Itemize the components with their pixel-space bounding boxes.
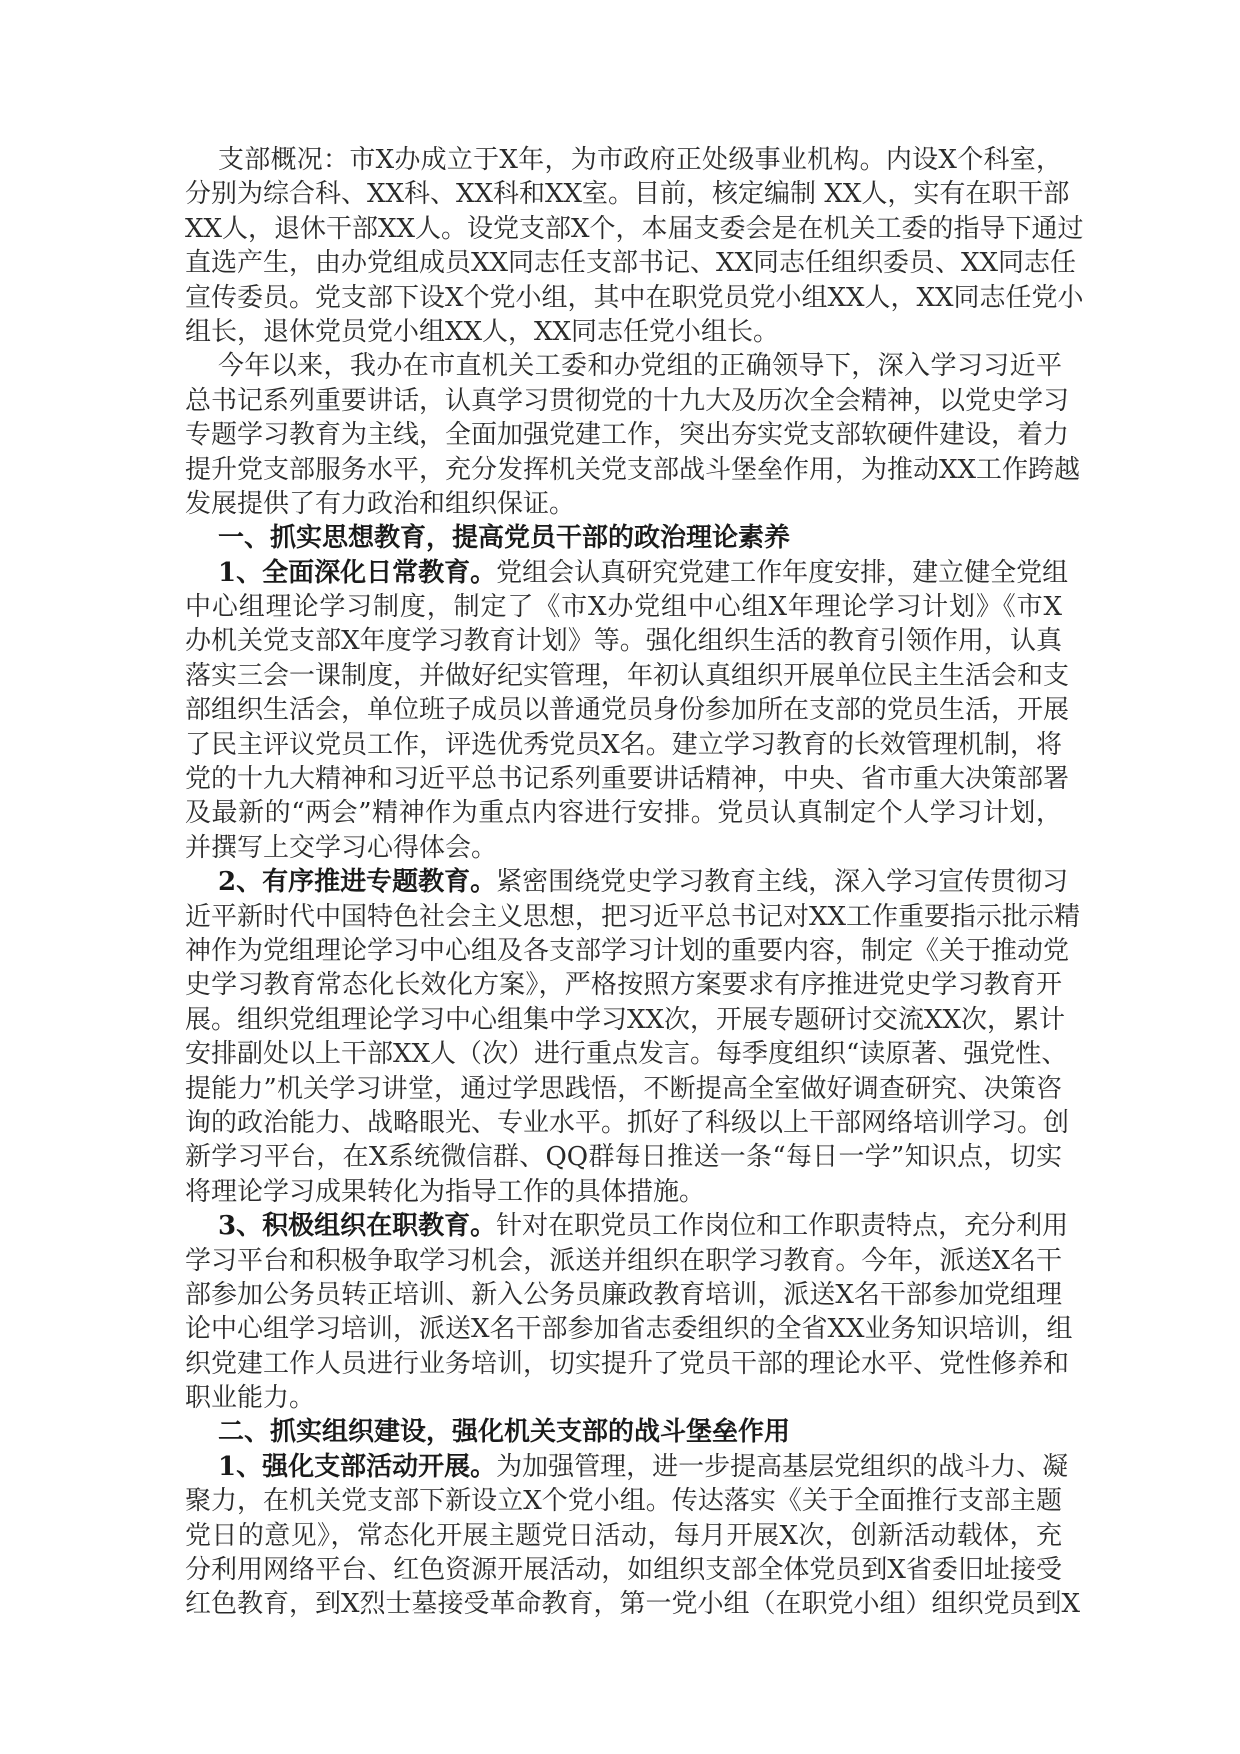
body-text: 询的政治能力、战略眼光、专业水平。抓好了科级以上干部网络培训学习。创 xyxy=(185,1107,1070,1138)
text-line xyxy=(185,281,1084,315)
body-text: 近平新时代中国特色社会主义思想，把习近平总书记对XX工作重要指示批示精 xyxy=(185,901,1081,932)
paragraph xyxy=(185,349,1081,521)
text-line xyxy=(185,728,1062,762)
body-text: 党组会认真研究党建工作年度安排，建立健全党组 xyxy=(496,557,1069,588)
body-text: 专题学习教育为主线，全面加强党建工作，突出夯实党支部软硬件建设，着力 xyxy=(185,420,1070,451)
body-text: 安排副处以上干部XX人（次）进行重点发言。每季度组织“读原著、强党性、 xyxy=(185,1039,1068,1070)
body-text: 展。组织党组理论学习中心组集中学习XX次，开展专题研讨交流XX次，累计 xyxy=(185,1004,1066,1035)
subheading-lead: 3、积极组织在职教育。 xyxy=(218,1211,497,1242)
body-text: 总书记系列重要讲话，认真学习贯彻党的十九大及历次全会精神，以党史学习 xyxy=(185,385,1070,416)
text-line xyxy=(185,453,1081,487)
text-line xyxy=(185,1484,1062,1518)
text-line xyxy=(185,1175,1062,1209)
text-line xyxy=(185,212,1084,246)
body-text: 及最新的“两会”精神作为重点内容进行安排。党员认真制定个人学习计划， xyxy=(185,798,1062,829)
text-line xyxy=(185,143,1062,177)
text-line xyxy=(185,1140,1062,1174)
body-text: 聚力，在机关党支部下新设立X个党小组。传达落实《关于全面推行支部主题 xyxy=(185,1486,1062,1517)
body-text: 提能力”机关学习讲堂，通过学思践悟，不断提高全室做好调查研究、决策咨 xyxy=(185,1073,1062,1104)
body-text: 红色教育，到X烈士墓接受革命教育，第一党小组（在职党小组）组织党员到X xyxy=(185,1589,1081,1620)
body-text: 中心组理论学习制度，制定了《市X办党组中心组X年理论学习计划》《市X xyxy=(185,592,1062,623)
text-line xyxy=(185,556,1069,590)
section-heading xyxy=(185,1415,1062,1449)
document-body xyxy=(185,143,1084,1622)
body-text: 党日的意见》，常态化开展主题党日活动，每月开展X次，创新活动载体，充 xyxy=(185,1520,1062,1551)
body-text: 史学习教育常态化长效化方案》，严格按照方案要求有序推进党史学习教育开 xyxy=(185,970,1062,1001)
body-text: 了民主评议党员工作，评选优秀党员X名。建立学习教育的长效管理机制，将 xyxy=(185,729,1062,760)
body-text: 提升党支部服务水平，充分发挥机关党支部战斗堡垒作用，为推动XX工作跨越 xyxy=(185,454,1081,485)
text-line xyxy=(185,1381,1062,1415)
text-line xyxy=(185,1003,1066,1037)
text-line xyxy=(185,384,1070,418)
paragraph xyxy=(185,865,1081,1209)
text-line xyxy=(185,831,1062,865)
text-line xyxy=(185,1072,1062,1106)
body-text: 论中心组学习培训，派送X名干部参加省志委组织的全省XX业务知识培训，组 xyxy=(185,1314,1073,1345)
body-text: 组长，退休党员党小组XX人，XX同志任党小组长。 xyxy=(185,316,780,347)
paragraph xyxy=(185,143,1084,349)
body-text: 部参加公务员转正培训、新入公务员廉政教育培训，派送X名干部参加党组理 xyxy=(185,1279,1062,1310)
body-text: XX人，退休干部XX人。设党支部X个，本届支委会是在机关工委的指导下通过 xyxy=(185,213,1084,244)
paragraph xyxy=(185,556,1070,866)
text-line xyxy=(185,900,1081,934)
body-text: 支部概况：市X办成立于X年，为市政府正处级事业机构。内设X个科室， xyxy=(218,145,1062,175)
text-line xyxy=(185,1244,1062,1278)
subheading-lead: 2、有序推进专题教育。 xyxy=(218,867,497,898)
text-line xyxy=(185,1278,1062,1312)
text-line xyxy=(185,968,1062,1002)
text-line xyxy=(185,1209,1069,1243)
body-text: 分利用网络平台、红色资源开展活动，如组织支部全体党员到X省委旧址接受 xyxy=(185,1555,1062,1586)
paragraph xyxy=(185,1450,1081,1622)
text-line xyxy=(185,1450,1069,1484)
body-text: 宣传委员。党支部下设X个党小组，其中在职党员党小组XX人，XX同志任党小 xyxy=(185,282,1084,313)
body-text: 将理论学习成果转化为指导工作的具体措施。 xyxy=(185,1176,706,1207)
body-text: 针对在职党员工作岗位和工作职责特点，充分利用 xyxy=(496,1211,1069,1242)
body-text: 直选产生，由办党组成员XX同志任支部书记、XX同志任组织委员、XX同志任 xyxy=(185,248,1077,279)
text-line xyxy=(185,1587,1081,1621)
text-line xyxy=(185,246,1077,280)
body-text: 职业能力。 xyxy=(185,1383,316,1414)
body-text: 并撰写上交学习心得体会。 xyxy=(185,832,498,863)
text-line xyxy=(185,1415,1062,1449)
text-line xyxy=(185,521,1062,555)
text-line xyxy=(185,1037,1068,1071)
body-text: 分别为综合科、XX科、XX科和XX室。目前，核定编制 XX人，实有在职干部 xyxy=(185,179,1070,210)
body-text: 织党建工作人员进行业务培训，切实提升了党员干部的理论水平、党性修养和 xyxy=(185,1348,1070,1379)
text-line xyxy=(185,865,1069,899)
text-line xyxy=(185,693,1070,727)
body-text: 今年以来，我办在市直机关工委和办党组的正确领导下，深入学习习近平 xyxy=(218,351,1062,382)
text-line xyxy=(185,659,1070,693)
text-line xyxy=(185,487,1062,521)
text-line xyxy=(185,1312,1073,1346)
text-line xyxy=(185,796,1062,830)
text-line xyxy=(185,762,1070,796)
body-text: 学习平台和积极争取学习机会，派送并组织在职学习教育。今年，派送X名干 xyxy=(185,1245,1062,1276)
text-line xyxy=(185,624,1062,658)
text-line xyxy=(185,1553,1062,1587)
subheading-lead: 1、全面深化日常教育。 xyxy=(218,557,497,588)
heading-text: 一、抓实思想教育，提高党员干部的政治理论素养 xyxy=(218,523,791,554)
text-line xyxy=(185,418,1070,452)
text-line xyxy=(185,934,1070,968)
body-text: 党的十九大精神和习近平总书记系列重要讲话精神，中央、省市重大决策部署 xyxy=(185,764,1070,795)
subheading-lead: 1、强化支部活动开展。 xyxy=(218,1451,497,1482)
body-text: 部组织生活会，单位班子成员以普通党员身份参加所在支部的党员生活，开展 xyxy=(185,695,1070,726)
body-text: 落实三会一课制度，并做好纪实管理，年初认真组织开展单位民主生活会和支 xyxy=(185,660,1070,691)
section-heading xyxy=(185,521,1062,555)
body-text: 办机关党支部X年度学习教育计划》等。强化组织生活的教育引领作用，认真 xyxy=(185,626,1062,657)
paragraph xyxy=(185,1209,1073,1415)
body-text: 新学习平台，在X系统微信群、QQ群每日推送一条“每日一学”知识点，切实 xyxy=(185,1142,1062,1173)
text-line xyxy=(185,1347,1070,1381)
text-line xyxy=(185,590,1062,624)
body-text: 发展提供了有力政治和组织保证。 xyxy=(185,488,576,519)
text-line xyxy=(185,1519,1062,1553)
heading-text: 二、抓实组织建设，强化机关支部的战斗堡垒作用 xyxy=(218,1417,791,1448)
text-line xyxy=(185,349,1062,383)
body-text: 神作为党组理论学习中心组及各支部学习计划的重要内容，制定《关于推动党 xyxy=(185,935,1070,966)
text-line xyxy=(185,1106,1070,1140)
text-line xyxy=(185,177,1070,211)
body-text: 为加强管理，进一步提高基层党组织的战斗力、凝 xyxy=(496,1451,1069,1482)
text-line xyxy=(185,315,1062,349)
body-text: 紧密围绕党史学习教育主线，深入学习宣传贯彻习 xyxy=(496,867,1069,898)
